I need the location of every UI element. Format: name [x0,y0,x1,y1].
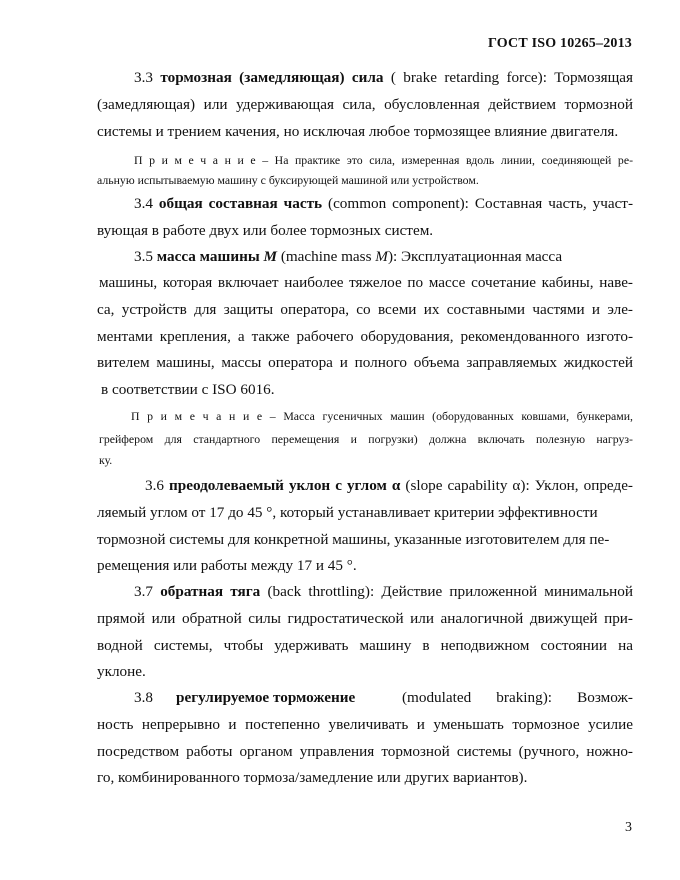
term-definition: (slope capability α): Уклон, опреде- [400,477,633,494]
section-3-7-line-3: водной системы, чтобы удерживать машину в неподвижном состоянии на [97,637,633,654]
term: обратная тяга [160,583,261,600]
note-2-line-3: ку. [99,453,113,467]
note-label: П р и м е ч а н и е [131,409,263,423]
section-number: 3.4 [134,195,153,212]
section-3-3-line-1 [97,68,633,88]
document-code-header: ГОСТ ISO 10265–2013 [488,36,632,51]
section-3-5-line-5: вителем машины, массы оператора и полного объема заправляемых жидкостей [97,354,633,371]
note-text: – На практике это сила, измеренная вдоль линии, соединяющей ре- [255,153,633,167]
section-3-8-number: 3.8 [134,689,153,706]
section-3-7-line-2: прямой или обратной силы гидростатической или аналогичной движущей при- [97,610,633,627]
note-1-line-2: альную испытываемую машину с буксирующей машиной или устройством. [97,173,479,187]
section-3-5-line-3: са, устройств для защиты оператора, со всеми их составными частями и эле- [97,301,633,318]
term: масса машины [156,248,260,265]
section-3-5-line-6: в соответствии с ISO 6016. [101,381,275,398]
page-number: 3 [625,820,632,835]
section-3-8-line-2: ность непрерывно и постепенно увеличивать и уменьшать тормозное усилие [97,716,633,733]
section-3-8-definition: (modulated braking): Возмож- [402,689,633,706]
term-definition: (back throttling): Действие приложенной минимальной [260,583,634,600]
term-definition: ( brake retarding force): Тормозящая [383,69,634,86]
term-definition: (common component): Составная часть, участ- [322,195,634,212]
section-3-7-line-1 [97,582,633,602]
section-3-8-line-3: посредством работы органом управления тормозной системы (ручного, ножно- [97,743,633,760]
section-3-8-line-4: го, комбинированного тормоза/замедление или других вариантов). [97,769,528,786]
section-number: 3.7 [134,583,153,600]
term: тормозная (замедляющая) сила [160,69,384,86]
section-3-5-line-2: машины, которая включает наиболее тяжелое по массе сочетание кабины, наве- [99,274,633,291]
section-number: 3.6 [145,477,164,494]
note-text: – Масса гусеничных машин (оборудованных ковшами, бункерами, [262,409,634,423]
note-2-line-1 [131,406,633,426]
section-3-4-line-2: вующая в работе двух или более тормозных систем. [97,222,434,239]
term: преодолеваемый уклон с углом α [169,477,401,494]
section-3-3-line-2: (замедляющая) или удерживающая сила, обусловленная действием тормозной [97,96,633,113]
term: общая составная часть [158,195,323,212]
section-3-5-line-1: 3.5 масса машины M (machine mass M): Эксплуатационная масса [134,248,563,265]
section-3-5-line-4: ментами крепления, а также рабочего оборудования, рекомендованного изгото- [97,328,633,345]
section-3-6-line-4: ремещения или работы между 17 и 45 °. [97,557,357,574]
section-3-3-line-3: системы и трением качения, но исключая любое тормозящее влияние двигателя. [97,123,619,140]
note-1-line-1 [134,150,633,170]
note-label: П р и м е ч а н и е [134,153,256,167]
section-3-6-line-3: тормозной системы для конкретной машины, указанные изготовителем для пе- [97,531,610,548]
section-3-4-line-1 [97,194,633,214]
section-3-6-line-2: ляемый углом от 17 до 45 °, который устанавливает критерии эффективности [97,504,598,521]
term-symbol-inline: M [375,248,388,265]
term-symbol: M [263,248,278,265]
section-3-8-term: регулируемое торможение [176,689,356,706]
note-2-line-2: грейфером для стандартного перемещения и погрузки) должна включать полезную нагруз- [99,432,633,446]
section-number: 3.3 [134,69,153,86]
section-number: 3.5 [134,248,153,265]
section-3-6-line-1 [145,476,633,496]
section-3-7-line-4: уклоне. [97,663,146,680]
